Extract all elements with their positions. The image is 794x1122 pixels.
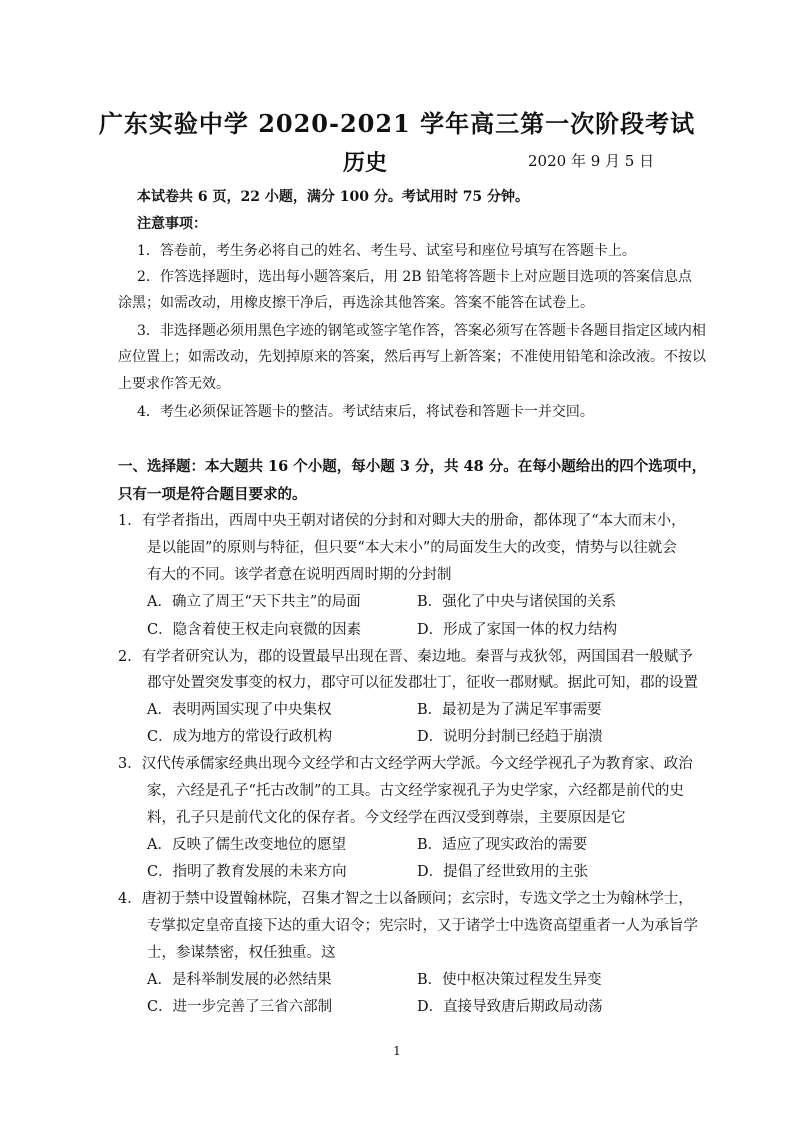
note-line: 4．考生必须保证答题卡的整洁。考试结束后，将试卷和答题卡一并交回。	[137, 404, 594, 420]
question-3-line: 3．汉代传承儒家经典出现今文经学和古文经学两大学派。今文经学视孔子为教育家、政治	[118, 756, 693, 772]
question-4-line: 专掌拟定皇帝直接下达的重大诏令；宪宗时，又于诸学士中选资高望重者一人为承旨学	[147, 918, 698, 934]
note-line: 1．答卷前，考生务必将自己的姓名、考生号、试室号和座位号填写在答题卡上。	[137, 243, 636, 259]
question-3-line: 料，孔子只是前代文化的保存者。今文经学在西汉受到尊崇，主要原因是它	[147, 810, 626, 826]
question-2-option-d[interactable]: D．说明分封制已经趋于崩溃	[417, 729, 603, 745]
page-number: 1	[393, 1044, 401, 1058]
note-line: 上要求作答无效。	[118, 376, 230, 392]
question-1-option-a[interactable]: A．确立了周王“天下共主”的局面	[147, 594, 361, 610]
subject-title: 历史	[343, 150, 388, 176]
question-3-option-d[interactable]: D．提倡了经世致用的主张	[417, 864, 589, 880]
exam-date: 2020 年 9 月 5 日	[528, 152, 655, 170]
question-1-line: 是以能固”的原则与特征，但只要“本大末小”的局面发生大的改变，情势与以往就会	[147, 540, 677, 556]
question-2-line: 郡守处置突发事变的权力，郡守可以征发郡壮丁，征收一郡财赋。据此可知，郡的设置	[147, 675, 698, 691]
question-2-option-a[interactable]: A．表明两国实现了中央集权	[147, 702, 332, 718]
question-1-option-c[interactable]: C．隐含着使王权走向衰微的因素	[147, 622, 362, 638]
note-line: 应位置上；如需改动，先划掉原来的答案，然后再写上新答案；不准使用铅笔和涂改液。不按以	[118, 349, 706, 365]
notes-heading: 注意事项：	[137, 216, 207, 232]
question-4-option-d[interactable]: D．直接导致唐后期政局动荡	[417, 999, 603, 1015]
question-1-option-b[interactable]: B．强化了中央与诸侯国的关系	[417, 594, 617, 610]
question-2-line: 2．有学者研究认为，郡的设置最早出现在晋、秦边地。秦晋与戎狄邻，两国国君一般赋予	[118, 649, 693, 665]
question-2-option-b[interactable]: B．最初是为了满足军事需要	[417, 702, 602, 718]
exam-intro: 本试卷共 6 页，22 小题，满分 100 分。考试用时 75 分钟。	[137, 189, 530, 205]
note-line: 2．作答选择题时，选出每小题答案后，用 2B 铅笔将答题卡上对应题目选项的答案信息点	[137, 269, 693, 285]
exam-title: 广东实验中学 2020-2021 学年高三第一次阶段考试	[98, 109, 696, 138]
section-heading: 一、选择题：本大题共 16 个小题，每小题 3 分，共 48 分。在每小题给出的四个选项中，	[118, 458, 707, 475]
question-4-option-a[interactable]: A．是科举制发展的必然结果	[147, 972, 332, 988]
question-3-line: 家，六经是孔子“托古改制”的工具。古文经学家视孔子为史学家，六经都是前代的史	[147, 783, 684, 799]
question-3-option-b[interactable]: B．适应了现实政治的需要	[417, 837, 588, 853]
note-line: 涂黑；如需改动，用橡皮擦干净后，再选涂其他答案。答案不能答在试卷上。	[118, 295, 594, 311]
question-4-option-b[interactable]: B．使中枢决策过程发生异变	[417, 972, 602, 988]
question-1-line: 有大的不同。该学者意在说明西周时期的分封制	[147, 567, 452, 583]
question-3-option-a[interactable]: A．反映了儒生改变地位的愿望	[147, 837, 346, 853]
question-4-line: 4．唐初于禁中设置翰林院，召集才智之士以备顾问；玄宗时，专选文学之士为翰林学士，	[118, 891, 693, 907]
section-heading: 只有一项是符合题目要求的。	[118, 486, 307, 503]
question-3-option-c[interactable]: C．指明了教育发展的未来方向	[147, 864, 347, 880]
question-1-option-d[interactable]: D．形成了家国一体的权力结构	[417, 622, 618, 638]
question-4-option-c[interactable]: C．进一步完善了三省六部制	[147, 999, 333, 1015]
question-1-line: 1．有学者指出，西周中央王朝对诸侯的分封和对卿大夫的册命，都体现了“本大而末小，	[118, 513, 686, 529]
note-line: 3．非选择题必须用黑色字迹的钢笔或签字笔作答，答案必须写在答题卡各题目指定区域内相	[137, 323, 706, 339]
question-2-option-c[interactable]: C．成为地方的常设行政机构	[147, 729, 333, 745]
question-4-line: 士，参谋禁密，权任独重。这	[147, 945, 336, 961]
